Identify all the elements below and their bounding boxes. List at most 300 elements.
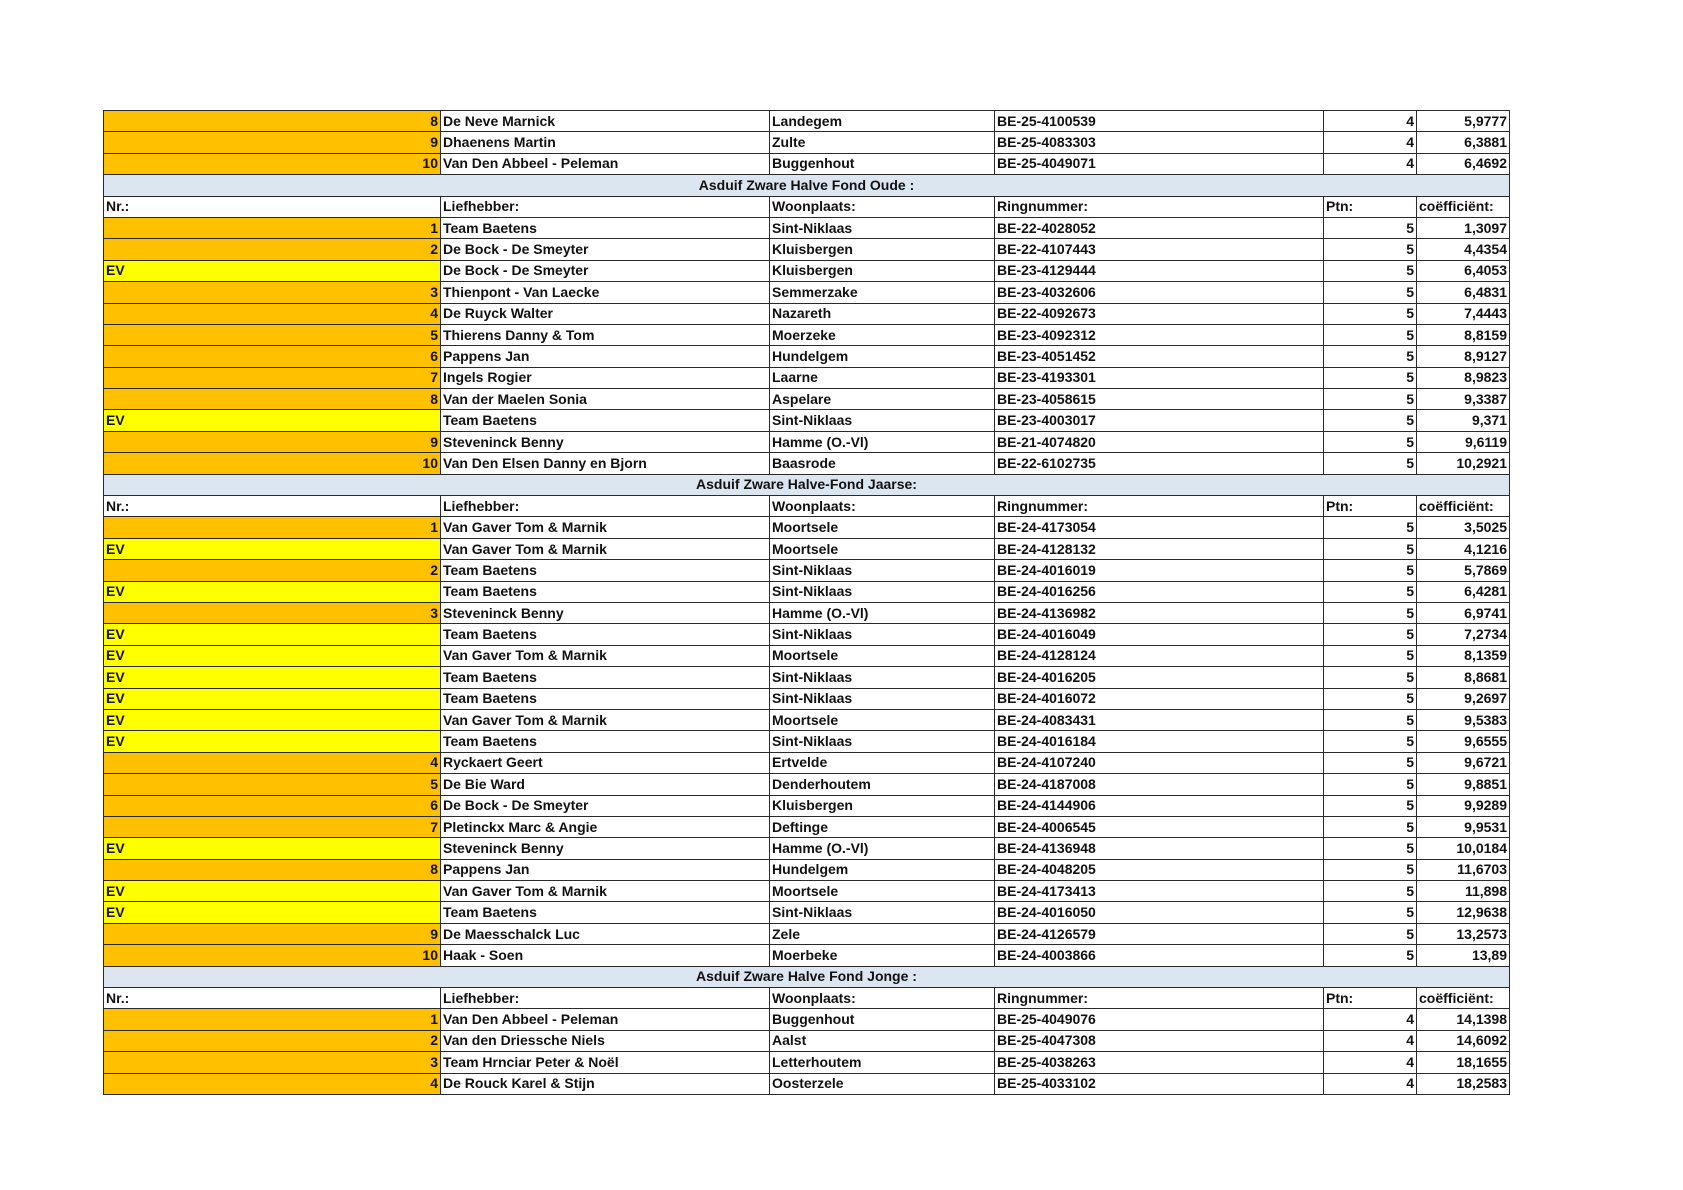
cell-coefficient: 8,8681: [1417, 667, 1510, 688]
cell-liefhebber: Haak - Soen: [441, 945, 770, 966]
table-row: [104, 153, 1510, 174]
cell-nr: EV: [104, 838, 441, 859]
cell-ptn: 5: [1324, 624, 1417, 645]
cell-woonplaats: Sint-Niklaas: [770, 902, 995, 923]
cell-woonplaats: Aspelare: [770, 389, 995, 410]
cell-woonplaats: Kluisbergen: [770, 795, 995, 816]
cell-nr: EV: [104, 881, 441, 902]
cell-nr: 8: [104, 111, 441, 132]
cell-nr: EV: [104, 902, 441, 923]
cell-woonplaats: Hundelgem: [770, 346, 995, 367]
cell-coefficient: 9,5383: [1417, 709, 1510, 730]
cell-coefficient: 8,9127: [1417, 346, 1510, 367]
cell-liefhebber: Van Gaver Tom & Marnik: [441, 709, 770, 730]
cell-coefficient: 18,2583: [1417, 1073, 1510, 1094]
cell-liefhebber: Thierens Danny & Tom: [441, 324, 770, 345]
cell-woonplaats: Moerzeke: [770, 324, 995, 345]
table-row: [104, 517, 1510, 538]
cell-coefficient: 6,4692: [1417, 153, 1510, 174]
column-header-row: [104, 196, 1510, 217]
table-row: [104, 239, 1510, 260]
cell-liefhebber: Ryckaert Geert: [441, 752, 770, 773]
header-ptn: Ptn:: [1324, 496, 1417, 517]
cell-woonplaats: Letterhoutem: [770, 1052, 995, 1073]
cell-coefficient: 7,2734: [1417, 624, 1510, 645]
table-row: [104, 217, 1510, 238]
cell-ptn: 5: [1324, 902, 1417, 923]
cell-ptn: 5: [1324, 881, 1417, 902]
cell-ptn: 5: [1324, 731, 1417, 752]
cell-ringnummer: BE-23-4129444: [995, 260, 1324, 281]
cell-woonplaats: Sint-Niklaas: [770, 624, 995, 645]
cell-woonplaats: Moerbeke: [770, 945, 995, 966]
table-row: [104, 431, 1510, 452]
cell-nr: 8: [104, 859, 441, 880]
cell-ptn: 5: [1324, 688, 1417, 709]
cell-nr: 2: [104, 560, 441, 581]
cell-ringnummer: BE-24-4187008: [995, 774, 1324, 795]
cell-nr: EV: [104, 538, 441, 559]
cell-coefficient: 1,3097: [1417, 217, 1510, 238]
cell-ringnummer: BE-22-4028052: [995, 217, 1324, 238]
cell-coefficient: 5,7869: [1417, 560, 1510, 581]
table-row: [104, 859, 1510, 880]
cell-ringnummer: BE-23-4058615: [995, 389, 1324, 410]
cell-coefficient: 9,9531: [1417, 816, 1510, 837]
cell-woonplaats: Sint-Niklaas: [770, 688, 995, 709]
table-row: [104, 731, 1510, 752]
cell-nr: 1: [104, 517, 441, 538]
cell-ptn: 5: [1324, 303, 1417, 324]
cell-coefficient: 10,2921: [1417, 453, 1510, 474]
cell-liefhebber: Pappens Jan: [441, 859, 770, 880]
cell-woonplaats: Moortsele: [770, 517, 995, 538]
cell-woonplaats: Sint-Niklaas: [770, 560, 995, 581]
cell-ringnummer: BE-23-4051452: [995, 346, 1324, 367]
cell-woonplaats: Sint-Niklaas: [770, 667, 995, 688]
cell-nr: 4: [104, 1073, 441, 1094]
cell-coefficient: 8,8159: [1417, 324, 1510, 345]
cell-liefhebber: Pletinckx Marc & Angie: [441, 816, 770, 837]
header-liefhebber: Liefhebber:: [441, 988, 770, 1009]
section-title: Asduif Zware Halve Fond Jonge :: [104, 966, 1510, 987]
cell-liefhebber: Team Baetens: [441, 902, 770, 923]
cell-woonplaats: Oosterzele: [770, 1073, 995, 1094]
cell-coefficient: 14,6092: [1417, 1030, 1510, 1051]
cell-nr: EV: [104, 688, 441, 709]
cell-ringnummer: BE-24-4107240: [995, 752, 1324, 773]
cell-liefhebber: Van Den Abbeel - Peleman: [441, 1009, 770, 1030]
table-row: [104, 881, 1510, 902]
cell-woonplaats: Sint-Niklaas: [770, 581, 995, 602]
cell-ptn: 4: [1324, 1052, 1417, 1073]
cell-ringnummer: BE-24-4144906: [995, 795, 1324, 816]
cell-coefficient: 11,6703: [1417, 859, 1510, 880]
cell-woonplaats: Hamme (O.-Vl): [770, 431, 995, 452]
cell-liefhebber: Team Baetens: [441, 581, 770, 602]
cell-ptn: 5: [1324, 560, 1417, 581]
cell-coefficient: 10,0184: [1417, 838, 1510, 859]
cell-ptn: 5: [1324, 324, 1417, 345]
table-row: [104, 645, 1510, 666]
table-row: [104, 709, 1510, 730]
cell-nr: EV: [104, 410, 441, 431]
cell-ptn: 5: [1324, 581, 1417, 602]
cell-ringnummer: BE-24-4016049: [995, 624, 1324, 645]
cell-ringnummer: BE-24-4126579: [995, 923, 1324, 944]
cell-woonplaats: Moortsele: [770, 881, 995, 902]
cell-nr: 10: [104, 153, 441, 174]
table-row: [104, 816, 1510, 837]
cell-ptn: 5: [1324, 517, 1417, 538]
section-title-row: [104, 175, 1510, 196]
table-row: [104, 303, 1510, 324]
cell-woonplaats: Denderhoutem: [770, 774, 995, 795]
results-table-body: [104, 111, 1510, 1095]
cell-ringnummer: BE-22-6102735: [995, 453, 1324, 474]
table-row: [104, 752, 1510, 773]
cell-liefhebber: De Bock - De Smeyter: [441, 239, 770, 260]
cell-woonplaats: Sint-Niklaas: [770, 410, 995, 431]
header-ringnummer: Ringnummer:: [995, 988, 1324, 1009]
cell-ringnummer: BE-22-4092673: [995, 303, 1324, 324]
cell-nr: 10: [104, 945, 441, 966]
cell-ptn: 5: [1324, 709, 1417, 730]
cell-woonplaats: Kluisbergen: [770, 260, 995, 281]
cell-woonplaats: Ertvelde: [770, 752, 995, 773]
cell-ptn: 5: [1324, 752, 1417, 773]
cell-liefhebber: Team Hrnciar Peter & Noël: [441, 1052, 770, 1073]
cell-ptn: 5: [1324, 367, 1417, 388]
cell-nr: 9: [104, 923, 441, 944]
cell-ptn: 5: [1324, 774, 1417, 795]
cell-nr: 4: [104, 303, 441, 324]
cell-nr: 6: [104, 346, 441, 367]
cell-ptn: 5: [1324, 538, 1417, 559]
cell-nr: 9: [104, 132, 441, 153]
cell-ptn: 4: [1324, 111, 1417, 132]
section-title: Asduif Zware Halve-Fond Jaarse:: [104, 474, 1510, 495]
cell-ringnummer: BE-23-4003017: [995, 410, 1324, 431]
cell-liefhebber: Team Baetens: [441, 217, 770, 238]
cell-ringnummer: BE-24-4003866: [995, 945, 1324, 966]
cell-nr: 6: [104, 795, 441, 816]
cell-woonplaats: Sint-Niklaas: [770, 731, 995, 752]
cell-nr: 3: [104, 602, 441, 623]
header-woonplaats: Woonplaats:: [770, 988, 995, 1009]
cell-ringnummer: BE-25-4047308: [995, 1030, 1324, 1051]
cell-woonplaats: Aalst: [770, 1030, 995, 1051]
cell-nr: 3: [104, 1052, 441, 1073]
cell-ptn: 5: [1324, 667, 1417, 688]
cell-ringnummer: BE-25-4100539: [995, 111, 1324, 132]
table-row: [104, 945, 1510, 966]
cell-ringnummer: BE-24-4006545: [995, 816, 1324, 837]
cell-nr: 1: [104, 1009, 441, 1030]
cell-ringnummer: BE-25-4083303: [995, 132, 1324, 153]
cell-nr: 10: [104, 453, 441, 474]
cell-ptn: 4: [1324, 132, 1417, 153]
cell-liefhebber: De Bock - De Smeyter: [441, 260, 770, 281]
table-row: [104, 367, 1510, 388]
cell-nr: EV: [104, 581, 441, 602]
cell-liefhebber: Team Baetens: [441, 667, 770, 688]
cell-ptn: 4: [1324, 1030, 1417, 1051]
cell-liefhebber: Van Gaver Tom & Marnik: [441, 538, 770, 559]
table-row: [104, 389, 1510, 410]
cell-coefficient: 18,1655: [1417, 1052, 1510, 1073]
table-row: [104, 774, 1510, 795]
cell-nr: 7: [104, 816, 441, 837]
cell-nr: 8: [104, 389, 441, 410]
column-header-row: [104, 496, 1510, 517]
cell-coefficient: 9,3387: [1417, 389, 1510, 410]
cell-ptn: 5: [1324, 645, 1417, 666]
cell-coefficient: 9,6119: [1417, 431, 1510, 452]
results-table: [103, 110, 1510, 1095]
header-ptn: Ptn:: [1324, 196, 1417, 217]
cell-ringnummer: BE-24-4016205: [995, 667, 1324, 688]
section-title: Asduif Zware Halve Fond Oude :: [104, 175, 1510, 196]
cell-ptn: 5: [1324, 431, 1417, 452]
cell-ringnummer: BE-24-4128124: [995, 645, 1324, 666]
cell-woonplaats: Laarne: [770, 367, 995, 388]
cell-woonplaats: Hundelgem: [770, 859, 995, 880]
cell-woonplaats: Buggenhout: [770, 153, 995, 174]
cell-woonplaats: Hamme (O.-Vl): [770, 602, 995, 623]
header-coefficient: coëfficiënt:: [1417, 496, 1510, 517]
table-row: [104, 410, 1510, 431]
table-row: [104, 111, 1510, 132]
header-ringnummer: Ringnummer:: [995, 496, 1324, 517]
table-row: [104, 795, 1510, 816]
cell-coefficient: 9,9289: [1417, 795, 1510, 816]
cell-nr: 3: [104, 282, 441, 303]
cell-ringnummer: BE-23-4092312: [995, 324, 1324, 345]
table-row: [104, 260, 1510, 281]
table-row: [104, 667, 1510, 688]
section-title-row: [104, 966, 1510, 987]
header-woonplaats: Woonplaats:: [770, 196, 995, 217]
cell-woonplaats: Hamme (O.-Vl): [770, 838, 995, 859]
cell-liefhebber: Team Baetens: [441, 624, 770, 645]
cell-ptn: 5: [1324, 945, 1417, 966]
cell-ringnummer: BE-24-4173054: [995, 517, 1324, 538]
cell-woonplaats: Kluisbergen: [770, 239, 995, 260]
cell-ringnummer: BE-25-4049076: [995, 1009, 1324, 1030]
header-liefhebber: Liefhebber:: [441, 496, 770, 517]
cell-ringnummer: BE-24-4016184: [995, 731, 1324, 752]
cell-coefficient: 6,4831: [1417, 282, 1510, 303]
cell-coefficient: 9,2697: [1417, 688, 1510, 709]
cell-coefficient: 9,8851: [1417, 774, 1510, 795]
cell-liefhebber: Thienpont - Van Laecke: [441, 282, 770, 303]
cell-woonplaats: Deftinge: [770, 816, 995, 837]
cell-woonplaats: Moortsele: [770, 709, 995, 730]
cell-ringnummer: BE-24-4016019: [995, 560, 1324, 581]
table-row: [104, 132, 1510, 153]
table-row: [104, 453, 1510, 474]
table-row: [104, 902, 1510, 923]
cell-coefficient: 4,1216: [1417, 538, 1510, 559]
cell-coefficient: 9,371: [1417, 410, 1510, 431]
cell-coefficient: 14,1398: [1417, 1009, 1510, 1030]
cell-ringnummer: BE-23-4193301: [995, 367, 1324, 388]
cell-nr: EV: [104, 260, 441, 281]
table-row: [104, 581, 1510, 602]
cell-liefhebber: De Maesschalck Luc: [441, 923, 770, 944]
cell-ringnummer: BE-24-4016050: [995, 902, 1324, 923]
cell-liefhebber: Van Gaver Tom & Marnik: [441, 881, 770, 902]
cell-nr: EV: [104, 731, 441, 752]
cell-liefhebber: De Neve Marnick: [441, 111, 770, 132]
column-header-row: [104, 988, 1510, 1009]
header-woonplaats: Woonplaats:: [770, 496, 995, 517]
cell-nr: 7: [104, 367, 441, 388]
cell-nr: 4: [104, 752, 441, 773]
table-row: [104, 538, 1510, 559]
cell-nr: EV: [104, 624, 441, 645]
cell-ptn: 5: [1324, 795, 1417, 816]
cell-woonplaats: Sint-Niklaas: [770, 217, 995, 238]
cell-liefhebber: De Ruyck Walter: [441, 303, 770, 324]
cell-woonplaats: Buggenhout: [770, 1009, 995, 1030]
cell-ptn: 5: [1324, 838, 1417, 859]
table-row: [104, 1030, 1510, 1051]
cell-ptn: 5: [1324, 602, 1417, 623]
cell-woonplaats: Nazareth: [770, 303, 995, 324]
cell-ringnummer: BE-21-4074820: [995, 431, 1324, 452]
cell-woonplaats: Semmerzake: [770, 282, 995, 303]
cell-ptn: 5: [1324, 217, 1417, 238]
cell-liefhebber: Team Baetens: [441, 731, 770, 752]
cell-ringnummer: BE-24-4016072: [995, 688, 1324, 709]
table-row: [104, 602, 1510, 623]
cell-ptn: 5: [1324, 453, 1417, 474]
cell-liefhebber: Team Baetens: [441, 688, 770, 709]
header-liefhebber: Liefhebber:: [441, 196, 770, 217]
table-row: [104, 923, 1510, 944]
cell-ptn: 4: [1324, 1073, 1417, 1094]
cell-woonplaats: Zulte: [770, 132, 995, 153]
cell-ringnummer: BE-25-4038263: [995, 1052, 1324, 1073]
table-row: [104, 1009, 1510, 1030]
table-row: [104, 1052, 1510, 1073]
cell-coefficient: 8,1359: [1417, 645, 1510, 666]
header-nr: Nr.:: [104, 196, 441, 217]
cell-nr: 5: [104, 324, 441, 345]
table-row: [104, 282, 1510, 303]
cell-liefhebber: Pappens Jan: [441, 346, 770, 367]
cell-coefficient: 12,9638: [1417, 902, 1510, 923]
cell-nr: 1: [104, 217, 441, 238]
cell-coefficient: 11,898: [1417, 881, 1510, 902]
table-row: [104, 688, 1510, 709]
cell-woonplaats: Moortsele: [770, 538, 995, 559]
cell-coefficient: 5,9777: [1417, 111, 1510, 132]
cell-nr: 2: [104, 1030, 441, 1051]
cell-woonplaats: Landegem: [770, 111, 995, 132]
cell-liefhebber: Van der Maelen Sonia: [441, 389, 770, 410]
cell-ptn: 5: [1324, 859, 1417, 880]
cell-liefhebber: Van Den Abbeel - Peleman: [441, 153, 770, 174]
cell-liefhebber: De Rouck Karel & Stijn: [441, 1073, 770, 1094]
cell-ptn: 4: [1324, 153, 1417, 174]
cell-nr: 9: [104, 431, 441, 452]
cell-woonplaats: Moortsele: [770, 645, 995, 666]
cell-coefficient: 6,9741: [1417, 602, 1510, 623]
cell-ptn: 5: [1324, 346, 1417, 367]
table-row: [104, 560, 1510, 581]
cell-liefhebber: Van Gaver Tom & Marnik: [441, 517, 770, 538]
cell-ptn: 5: [1324, 389, 1417, 410]
cell-ringnummer: BE-24-4016256: [995, 581, 1324, 602]
header-nr: Nr.:: [104, 496, 441, 517]
cell-ringnummer: BE-25-4033102: [995, 1073, 1324, 1094]
cell-coefficient: 13,89: [1417, 945, 1510, 966]
table-row: [104, 624, 1510, 645]
cell-ptn: 4: [1324, 1009, 1417, 1030]
cell-liefhebber: Ingels Rogier: [441, 367, 770, 388]
header-ptn: Ptn:: [1324, 988, 1417, 1009]
cell-ptn: 5: [1324, 260, 1417, 281]
cell-ringnummer: BE-24-4136948: [995, 838, 1324, 859]
cell-ringnummer: BE-24-4128132: [995, 538, 1324, 559]
cell-liefhebber: De Bock - De Smeyter: [441, 795, 770, 816]
cell-ringnummer: BE-23-4032606: [995, 282, 1324, 303]
cell-ringnummer: BE-22-4107443: [995, 239, 1324, 260]
cell-liefhebber: Van Gaver Tom & Marnik: [441, 645, 770, 666]
cell-nr: EV: [104, 645, 441, 666]
cell-liefhebber: Steveninck Benny: [441, 602, 770, 623]
cell-coefficient: 6,4281: [1417, 581, 1510, 602]
cell-ringnummer: BE-25-4049071: [995, 153, 1324, 174]
section-title-row: [104, 474, 1510, 495]
cell-woonplaats: Baasrode: [770, 453, 995, 474]
cell-ringnummer: BE-24-4173413: [995, 881, 1324, 902]
cell-coefficient: 9,6721: [1417, 752, 1510, 773]
cell-ptn: 5: [1324, 239, 1417, 260]
cell-ptn: 5: [1324, 816, 1417, 837]
cell-coefficient: 6,3881: [1417, 132, 1510, 153]
cell-coefficient: 8,9823: [1417, 367, 1510, 388]
cell-nr: 2: [104, 239, 441, 260]
table-row: [104, 1073, 1510, 1094]
cell-coefficient: 13,2573: [1417, 923, 1510, 944]
cell-liefhebber: Dhaenens Martin: [441, 132, 770, 153]
cell-coefficient: 7,4443: [1417, 303, 1510, 324]
header-ringnummer: Ringnummer:: [995, 196, 1324, 217]
cell-nr: EV: [104, 709, 441, 730]
cell-nr: EV: [104, 667, 441, 688]
cell-coefficient: 9,6555: [1417, 731, 1510, 752]
cell-liefhebber: Van Den Elsen Danny en Bjorn: [441, 453, 770, 474]
cell-woonplaats: Zele: [770, 923, 995, 944]
cell-ringnummer: BE-24-4136982: [995, 602, 1324, 623]
table-row: [104, 838, 1510, 859]
cell-ringnummer: BE-24-4048205: [995, 859, 1324, 880]
cell-nr: 5: [104, 774, 441, 795]
table-row: [104, 346, 1510, 367]
table-row: [104, 324, 1510, 345]
cell-liefhebber: Team Baetens: [441, 560, 770, 581]
cell-liefhebber: De Bie Ward: [441, 774, 770, 795]
cell-ptn: 5: [1324, 410, 1417, 431]
cell-ptn: 5: [1324, 282, 1417, 303]
cell-liefhebber: Team Baetens: [441, 410, 770, 431]
cell-ringnummer: BE-24-4083431: [995, 709, 1324, 730]
cell-liefhebber: Steveninck Benny: [441, 838, 770, 859]
